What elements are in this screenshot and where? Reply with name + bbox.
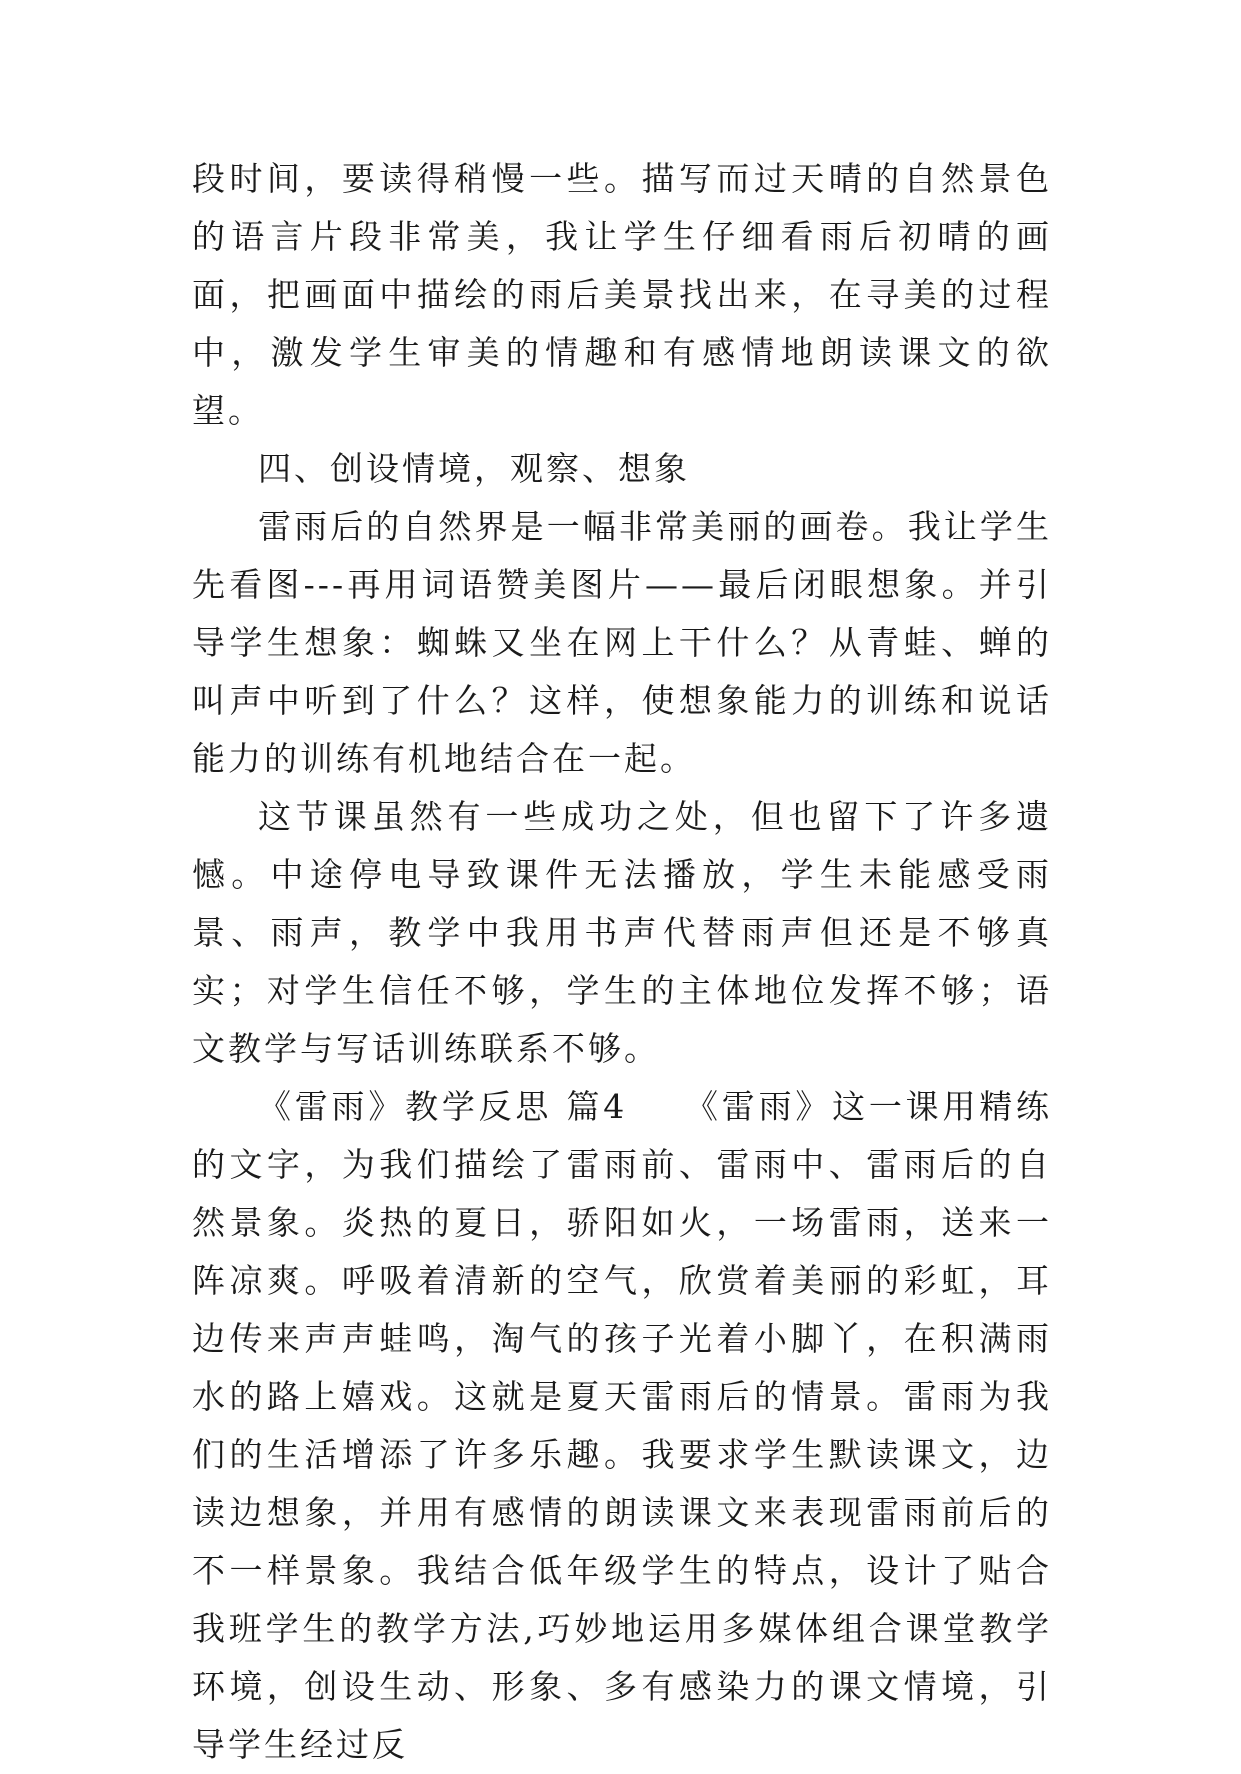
- paragraph-reflection: 这节课虽然有一些成功之处，但也留下了许多遗憾。中途停电导致课件无法播放，学生未能感受雨景、雨声，教学中我用书声代替雨声但还是不够真实；对学生信任不够，学生的主体地位发挥不够；语文教学与写话训练联系不够。: [192, 797, 1052, 1068]
- section-heading: 四、创设情境，观察、想象: [258, 449, 690, 488]
- paragraph-continuation: 段时间，要读得稍慢一些。描写而过天晴的自然景色的语言片段非常美，我让学生仔细看雨后初晴的画面，把画面中描绘的雨后美景找出来，在寻美的过程中，激发学生审美的情趣和有感情地朗读课文的欲望。: [192, 159, 1052, 430]
- paragraph-imagination: 雷雨后的自然界是一幅非常美丽的画卷。我让学生先看图---再用词语赞美图片——最后闭眼想象。并引导学生想象：蜘蛛又坐在网上干什么？从青蛙、蝉的叫声中听到了什么？这样，使想象能力的训练和说话能力的训练有机地结合在一起。: [192, 507, 1052, 778]
- paragraph-article-4: 《雷雨》教学反思 篇4 《雷雨》这一课用精练的文字，为我们描绘了雷雨前、雷雨中、雷雨后的自然景象。炎热的夏日，骄阳如火，一场雷雨，送来一阵凉爽。呼吸着清新的空气，欣赏着美丽的彩虹，耳边传来声声蛙鸣，淘气的孩子光着小脚丫，在积满雨水的路上嬉戏。这就是夏天雷雨后的情景。雷雨为我们的生活增添了许多乐趣。我要求学生默读课文，边读边想象，并用有感情的朗读课文来表现雷雨前后的不一样景象。我结合低年级学生的特点，设计了贴合我班学生的教学方法,巧妙地运用多媒体组合课堂教学环境，创设生动、形象、多有感染力的课文情境，引导学生经过反: [192, 1087, 1052, 1764]
- document-body: [192, 150, 1052, 1774]
